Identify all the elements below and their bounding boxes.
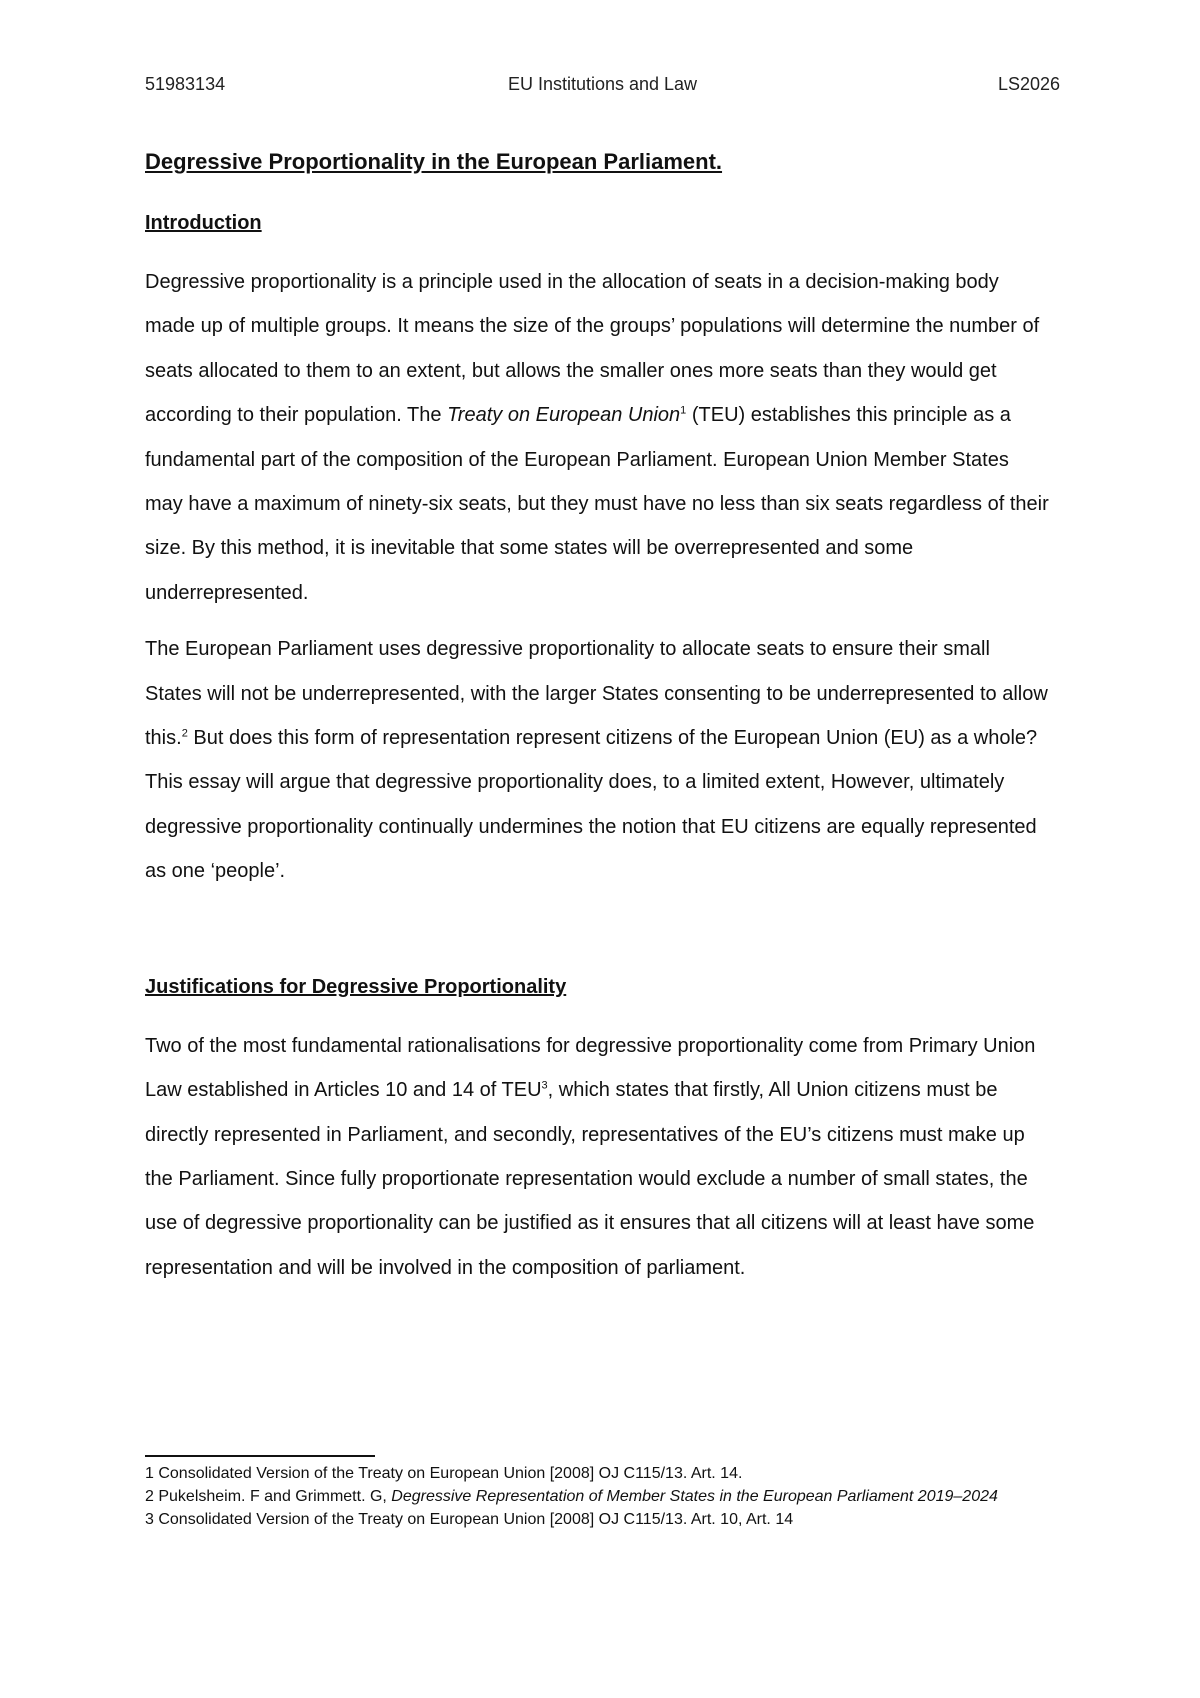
footnote-2-authors: 2 Pukelsheim. F and Grimmett. G,: [145, 1488, 392, 1505]
treaty-title-italic: Treaty on European Union: [447, 404, 681, 427]
footnote-ref-3[interactable]: 3: [541, 1079, 548, 1092]
paragraph-justifications-1: [145, 1024, 1050, 1290]
document-title: Degressive Proportionality in the European Parliament.: [145, 149, 723, 174]
section-heading-justifications: Justifications for Degressive Proportionality: [145, 975, 567, 998]
section-heading-introduction: Introduction: [145, 212, 262, 234]
page-header: [145, 74, 1060, 102]
footnote-2: [145, 1485, 1050, 1508]
footnote-2-title: Degressive Representation of Member States in the European Parliament 2019–2024: [391, 1488, 998, 1505]
paragraph-text: But does this form of representation represent citizens of the European Union (EU) as a whole? This essay will argue that degressive proportionality does, to a limited extent, However, ultimately degressive proportionality continually undermines the notion that EU citizens are equally represented as one ‘people’.: [145, 727, 1038, 883]
section-spacer: [145, 906, 1050, 974]
header-course-title: EU Institutions and Law: [507, 74, 698, 94]
footnote-ref-1[interactable]: 1: [680, 404, 687, 417]
paragraph-text: The European Parliament uses degressive proportionality to allocate seats to ensure their small States will not be underrepresented, with the larger States consenting to be underrepresented to allow this.: [145, 638, 1048, 750]
footnotes: [145, 1462, 1050, 1531]
paragraph-intro-2: [145, 627, 1050, 893]
footnote-separator: [145, 1455, 375, 1457]
footnote-3: 3 Consolidated Version of the Treaty on European Union [2008] OJ C115/13. Art. 10, Art. 14: [145, 1511, 794, 1528]
paragraph-text: Degressive proportionality is a principle used in the allocation of seats in a decision-making body made up of multiple groups. It means the size of the groups’ populations will determine the number of seats allocated to them to an extent, but allows the smaller ones more seats than they would get according to their population. The: [145, 271, 1040, 427]
paragraph-text: , which states that firstly, All Union citizens must be directly represented in Parliament, and secondly, representatives of the EU’s citizens must make up the Parliament. Since fully proportionate representation would exclude a number of small states, the use of degressive proportionality can be justified as it ensures that all citizens will at least have some representation and will be involved in the composition of parliament.: [145, 1079, 1035, 1279]
footnote-1: 1 Consolidated Version of the Treaty on European Union [2008] OJ C115/13. Art. 14.: [145, 1465, 743, 1482]
header-student-id: 51983134: [145, 74, 226, 94]
footnote-ref-2[interactable]: 2: [181, 727, 188, 740]
paragraph-intro-1: [145, 260, 1050, 615]
document-body: [145, 148, 1050, 1302]
header-course-code: LS2026: [997, 74, 1060, 94]
paragraph-text: (TEU) establishes this principle as a fundamental part of the composition of the European Parliament. European Union Member States may have a maximum of ninety-six seats, but they must have no less than six seats regardless of their size. By this method, it is inevitable that some states will be overrepresented and some underrepresented.: [145, 404, 1049, 604]
paragraph-text: Two of the most fundamental rationalisations for degressive proportionality come from Primary Union Law established in Articles 10 and 14 of TEU: [145, 1034, 1036, 1102]
